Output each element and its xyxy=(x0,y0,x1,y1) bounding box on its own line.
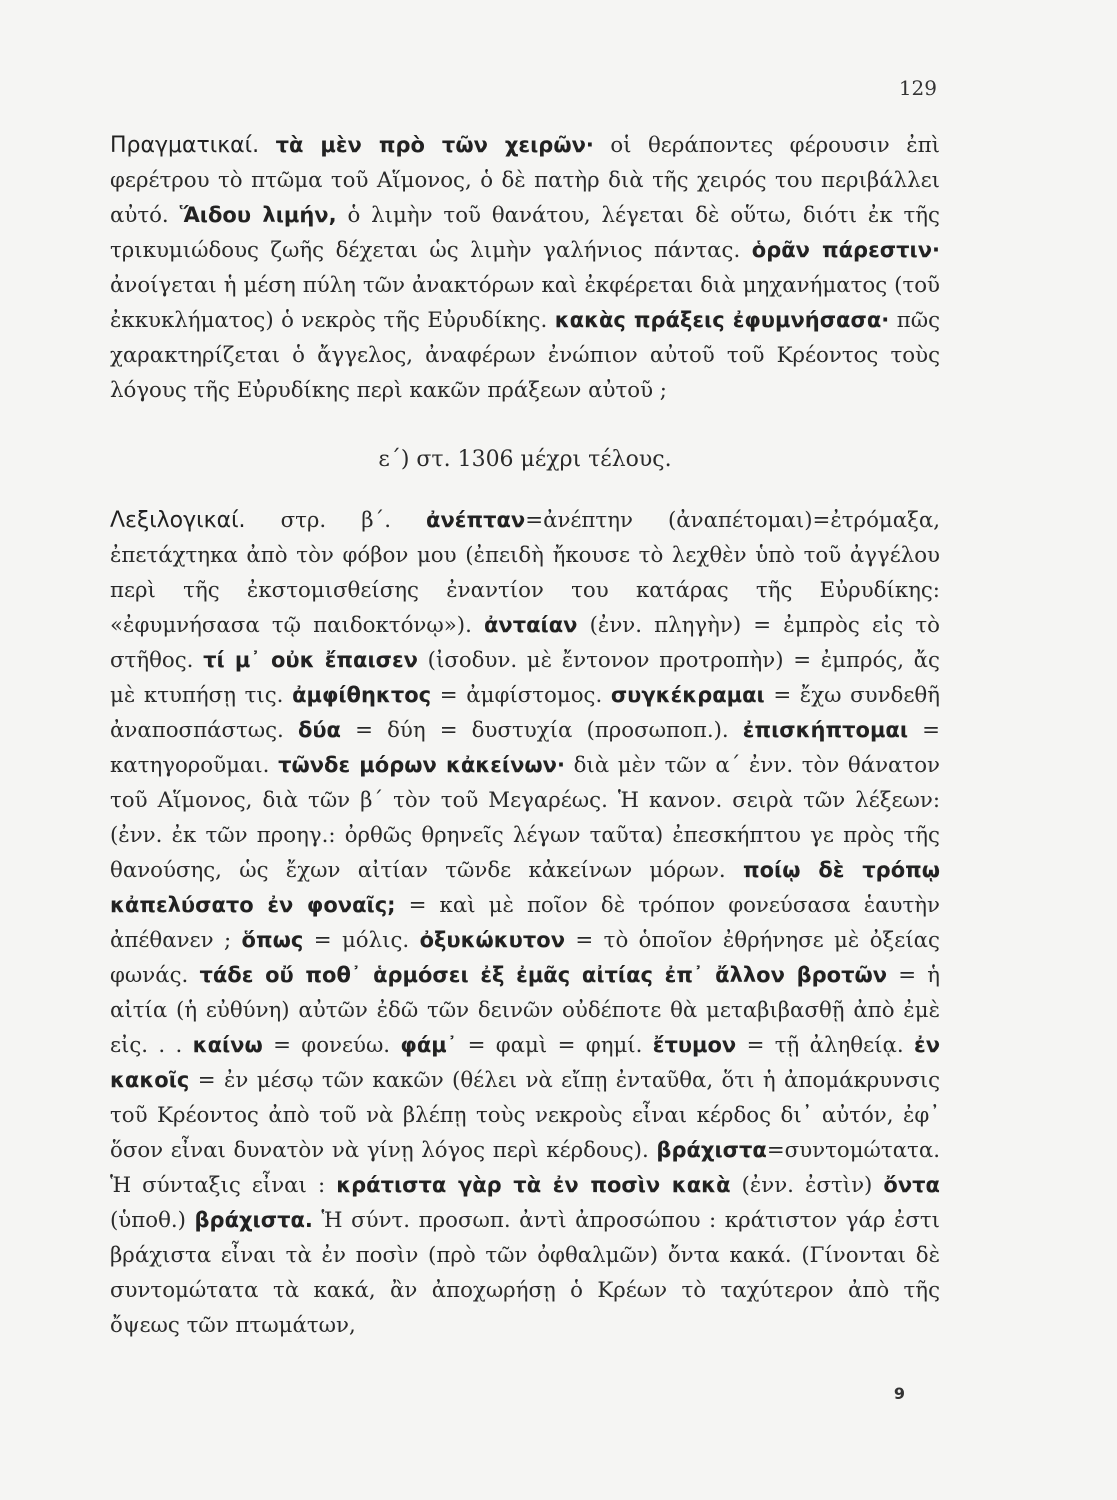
text-run: =ἀνέπτην (ἀναπέτομαι)=ἐτρόμαξα, ἐπετάχτηκα ἀπὸ τὸν φόβον μου (ἐπειδὴ ἤκουσε τὸ λεχθὲν ὑπὸ τοῦ ἀγγέλου περὶ τῆς ἐκστομισθείσης ἐναντίον του κατάρας τῆς Εὐρυδίκης: «ἐφυμνήσασα τῷ παιδοκτόνῳ»). xyxy=(110,508,941,638)
text-run: (ἐνν. πληγὴν) = ἐμπρὸς εἰς τὸ στῆθος. xyxy=(110,613,940,673)
text-run: = τὸ ὁποῖον ἐθρήνησε μὲ ὀξείας φωνάς. xyxy=(110,928,940,988)
text-run: = δύη = δυστυχία (προσωποπ.). xyxy=(341,718,743,743)
text-run: = ἐν μέσῳ τῶν κακῶν (θέλει νὰ εἴπῃ ἐνταῦθα, ὅτι ἡ ἀπομάκρυνσις τοῦ Κρέοντος ἀπὸ τοῦ νὰ βλέπῃ τοὺς νεκροὺς εἶναι κέρδος δι᾽ αὐτόν, ἐφ᾽ ὅσον εἶναι δυνατὸν νὰ γίνῃ λόγος περὶ κέρδους). xyxy=(110,1068,940,1163)
keyword: τὰ μὲν πρὸ τῶν χειρῶν· xyxy=(275,133,594,157)
keyword: ἐπισκήπτομαι xyxy=(742,718,909,742)
keyword: τί μ᾽ οὐκ ἔπαισεν xyxy=(203,648,418,672)
section-label-practical: Πραγματικαί. xyxy=(110,133,260,158)
text-run: =συντομώτατα. Ἡ σύνταξις εἶναι : xyxy=(110,1138,940,1198)
keyword: συγκέκραμαι xyxy=(610,683,765,707)
keyword: ἀνέπταν xyxy=(426,508,526,532)
text-run: διὰ μὲν τῶν α΄ ἐνν. τὸν θάνατον τοῦ Αἵμονος, διὰ τῶν β΄ τὸν τοῦ Μεγαρέως. Ἡ κανον. σειρὰ τῶν λέξεων: (ἐνν. ἐκ τῶν προηγ.: ὀρθῶς θρηνεῖς λέγων ταῦτα) ἐπεσκήπτου γε πρὸς τῆς θανούσης, ὡς ἔχων αἰτίαν τῶνδε κἀκείνων μόρων. xyxy=(110,753,940,883)
keyword: ὅπως xyxy=(241,928,304,952)
text-run: Ἡ σύντ. προσωπ. ἀντὶ ἀπροσώπου : κράτιστον γάρ ἐστι βράχιστα εἶναι τὰ ἐν ποσὶν (πρὸ τῶν ὀφθαλμῶν) ὄντα κακά. (Γίνονται δὲ συντομώτατα τὰ κακά, ἂν ἀποχωρήσῃ ὁ Κρέων τὸ ταχύτερον ἀπὸ τῆς ὄψεως τῶν πτωμάτων, xyxy=(110,1208,940,1338)
keyword: τῶνδε μόρων κἀκείνων· xyxy=(278,753,565,777)
page-number: 129 xyxy=(898,76,937,100)
keyword: φάμ᾽ xyxy=(400,1033,458,1057)
keyword: καίνω xyxy=(192,1033,263,1057)
text-run: = ἡ αἰτία (ἡ εὐθύνη) αὐτῶν ἐδῶ τῶν δεινῶν οὐδέποτε θὰ μεταβιβασθῇ ἀπὸ ἐμὲ εἰς. . . xyxy=(110,963,940,1058)
text-run: = ἀμφίστομος. xyxy=(431,683,611,708)
keyword: ὀξυκώκυτον xyxy=(419,928,565,952)
keyword: ἔτυμον xyxy=(652,1033,737,1057)
text-run: ἀνοίγεται ἡ μέση πύλη τῶν ἀνακτόρων καὶ ἐκφέρεται διὰ μηχανήματος (τοῦ ἐκκυκλήματος) ὁ νεκρὸς τῆς Εὐρυδίκης. xyxy=(110,273,940,333)
keyword: ὄντα xyxy=(883,1173,940,1197)
keyword: βράχιστα xyxy=(656,1138,767,1162)
paragraph-practical-notes xyxy=(110,128,940,408)
keyword: ἀμφίθηκτος xyxy=(292,683,432,707)
text-run: στρ. β΄. xyxy=(245,508,427,533)
text-run: = καὶ μὲ ποῖον δὲ τρόπον φονεύσασα ἑαυτὴν ἀπέθανεν ; xyxy=(110,893,940,953)
commentary-text xyxy=(110,128,940,1343)
text-run: = ἔχω συνδεθῆ ἀναποσπάστως. xyxy=(110,683,940,743)
keyword: κράτιστα γὰρ τὰ ἐν ποσὶν κακὰ xyxy=(336,1173,731,1197)
keyword: τάδε οὔ ποθ᾽ ἁρμόσει ἐξ ἐμᾶς αἰτίας ἐπ᾽ ἄλλον βροτῶν xyxy=(199,963,888,987)
text-run: (ἐνν. ἐστὶν) xyxy=(730,1173,884,1198)
text-run: = κατηγοροῦμαι. xyxy=(110,718,940,778)
keyword: ὁρᾶν πάρεστιν· xyxy=(751,238,940,262)
text-run: πῶς χαρακτηρίζεται ὁ ἄγγελος, ἀναφέρων ἐνώπιον αὐτοῦ τοῦ Κρέοντος τοὺς λόγους τῆς Εὐρυδίκης περὶ κακῶν πράξεων αὐτοῦ ; xyxy=(110,308,941,403)
printer-sheet-mark: 9 xyxy=(893,1384,905,1403)
text-run: = φονεύω. xyxy=(262,1033,401,1058)
text-run: ὁ λιμὴν τοῦ θανάτου, λέγεται δὲ οὕτω, διότι ἐκ τῆς τρικυμιώδους ζωῆς δέχεται ὡς λιμὴν γαλήνιος πάντας. xyxy=(110,203,940,263)
keyword: ἐν κακοῖς xyxy=(110,1033,940,1092)
text-run: = τῇ ἀληθείᾳ. xyxy=(736,1033,914,1058)
section-heading: ε΄) στ. 1306 μέχρι τέλους. xyxy=(378,447,672,472)
keyword: ἀνταίαν xyxy=(483,613,578,637)
paragraph-lexical-notes xyxy=(110,503,940,1343)
keyword: βράχιστα. xyxy=(194,1208,313,1232)
keyword: κακὰς πράξεις ἐφυμνήσασα· xyxy=(554,308,890,332)
text-run: οἱ θεράποντες φέρουσιν ἐπὶ φερέτρου τὸ πτῶμα τοῦ Αἵμονος, ὁ δὲ πατὴρ διὰ τῆς χειρός του περιβάλλει αὐτό. xyxy=(110,133,940,228)
text-run: (ὑποθ.) xyxy=(110,1208,195,1233)
text-run: = μόλις. xyxy=(303,928,420,953)
section-label-lexical: Λεξιλογικαί. xyxy=(110,508,246,533)
keyword: ποίῳ δὲ τρόπῳ κἀπελύσατο ἐν φοναῖς; xyxy=(110,858,940,917)
text-run: = φαμὶ = φημί. xyxy=(457,1033,653,1058)
keyword: δύα xyxy=(297,718,341,742)
text-run: (ἰσοδυν. μὲ ἔντονον προτροπὴν) = ἐμπρός, ἄς μὲ κτυπήσῃ τις. xyxy=(110,648,940,708)
keyword: Ἅιδου λιμήν, xyxy=(179,203,337,227)
